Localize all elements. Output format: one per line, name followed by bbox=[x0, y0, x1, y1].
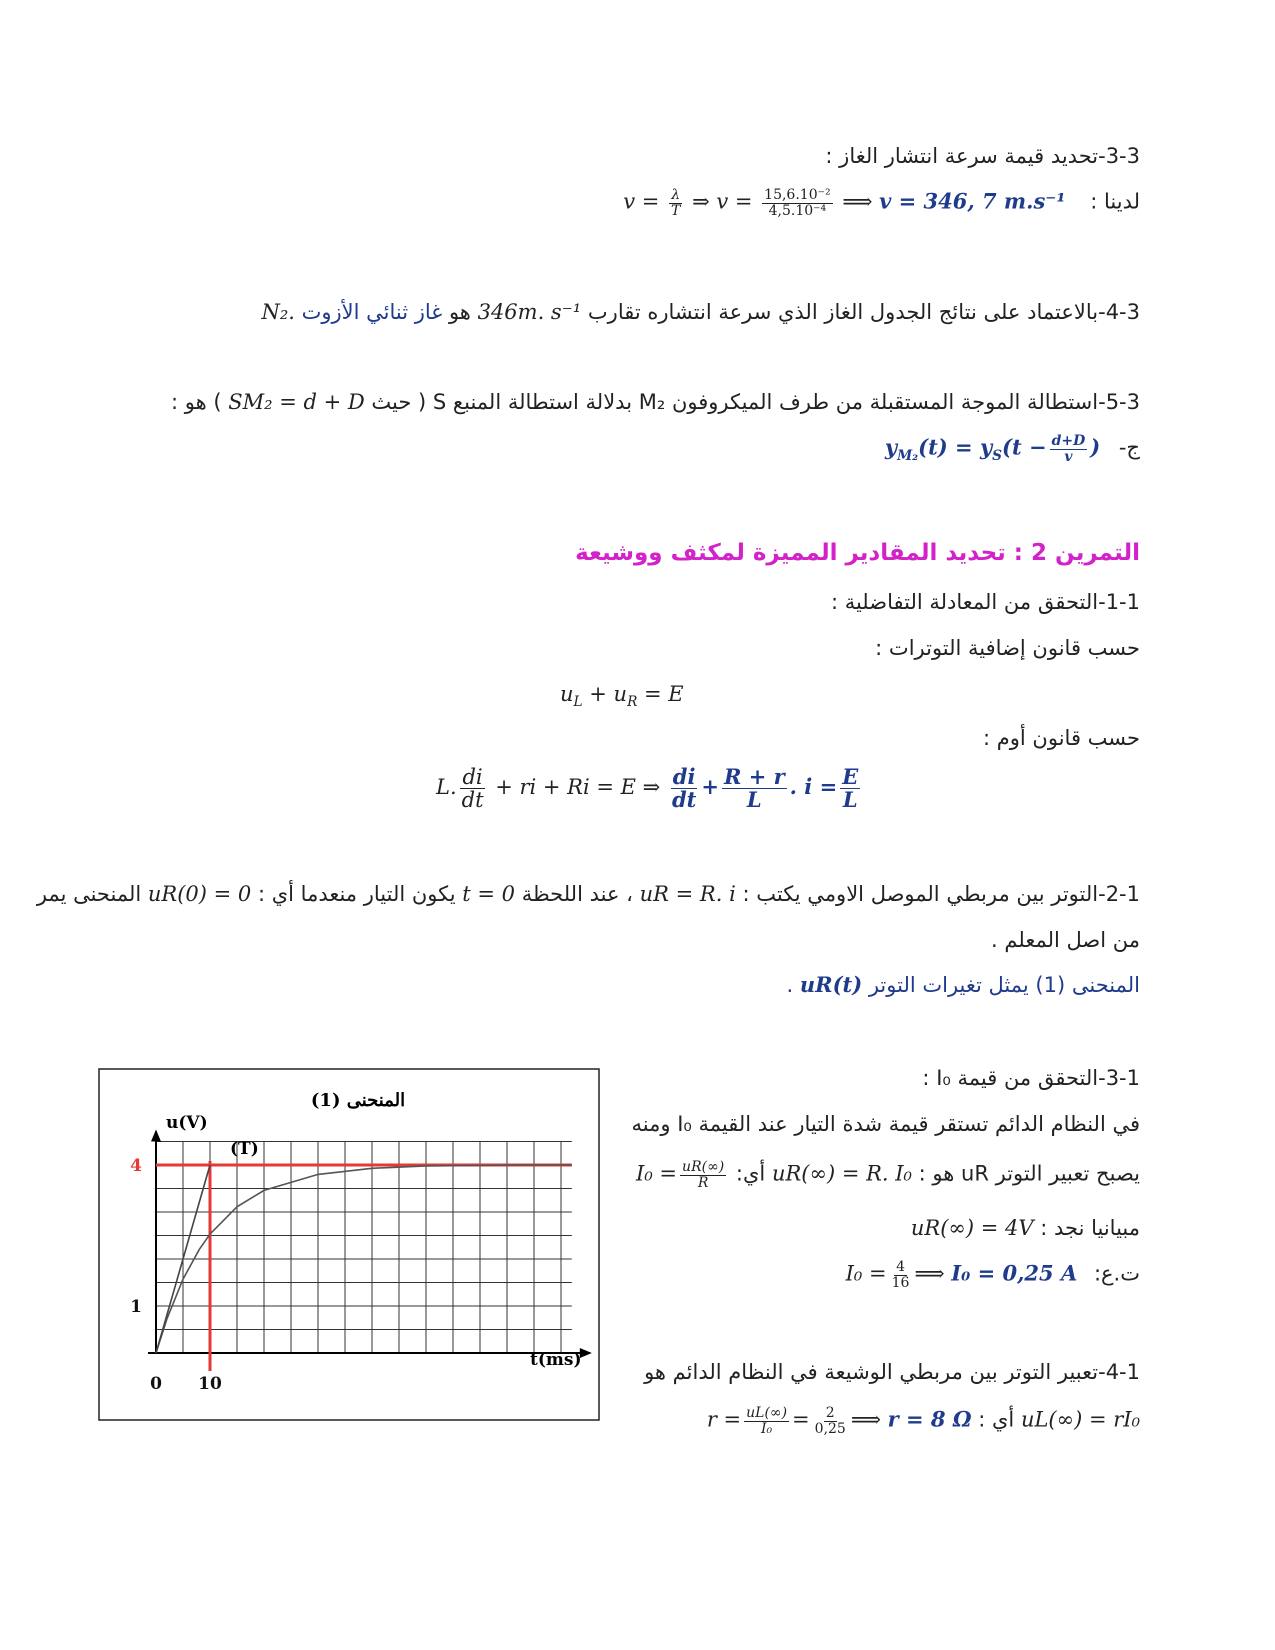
r-result: r = 8 Ω bbox=[887, 1406, 972, 1432]
voltage-sum-equation: $u_L + u_R = E$ bbox=[560, 682, 684, 711]
y-tick-label: 1 bbox=[130, 1297, 142, 1317]
curve-1-chart bbox=[98, 1068, 600, 1421]
heading-1-1: 1-1-التحقق من المعادلة التفاضلية : bbox=[830, 590, 1140, 614]
line-3-4: 4-3-بالاعتماد على نتائج الجدول الغاز الذي سرعة انتشاره تقارب 346m. s⁻¹ هو غاز ثنائي الأزوت N₂. bbox=[261, 300, 1140, 324]
line-1-4: uL(∞) = rI₀ أي : r = $\frac{uL(\infty)}{\text{I₀}}$ = $\frac{2}{0,25}$ ⟹ r = 8 Ω bbox=[706, 1405, 1140, 1437]
speed-result: v = 346, 7 m.s⁻¹ bbox=[879, 188, 1066, 214]
heading-3-3: 3-3-تحديد قيمة سرعة انتشار الغاز : bbox=[825, 144, 1140, 168]
y-axis-label: u(V) bbox=[166, 1113, 208, 1133]
line-1-3-c: مبيانيا نجد : uR(∞) = 4V bbox=[910, 1216, 1140, 1240]
x-tick-label: 10 bbox=[198, 1374, 222, 1394]
line-1-3-a: في النظام الدائم تستقر قيمة شدة التيار عند القيمة I₀ ومنه bbox=[631, 1112, 1140, 1136]
y-tick-label: 4 bbox=[130, 1156, 142, 1176]
x-tick-label: 0 bbox=[150, 1374, 162, 1394]
line-1-3-b: يصبح تعبير التوتر uR هو : uR(∞) = R. I₀ أي: I₀ = $\frac{uR(\infty)}{R}$ bbox=[636, 1159, 1140, 1191]
speed-formula: v = $\frac{\lambda}{T}$ ⇒ v = $\frac{\text{15,6.10⁻²}}{\text{4,5.10⁻⁴}}$ ⟹ v = 346, 7 m.s⁻¹ bbox=[623, 187, 1066, 219]
answer-3-5: ج- $y_{M_2}(t) = y_S(t$ − $\frac{d+D}{v}$ ) bbox=[884, 433, 1140, 465]
speed-calc-line bbox=[623, 188, 1140, 218]
line-1-2-b: من اصل المعلم . bbox=[991, 928, 1140, 952]
I0-result: I₀ = 0,25 A bbox=[951, 1260, 1078, 1286]
line-1-2: 2-1-التوتر بين مربطي الموصل الاومي يكتب : uR = R. i ، عند اللحظة t = 0 يكون التيار منعدما أي : uR(0) = 0 المنحنى يمر bbox=[36, 882, 1140, 906]
kirchhoff-text: حسب قانون إضافية التوترات : bbox=[875, 636, 1140, 660]
line-1-3-d: ت.ع: I₀ = $\frac{4}{16}$ ⟹ I₀ = 0,25 A bbox=[845, 1259, 1140, 1291]
chart-title: المنحنى (1) bbox=[310, 1090, 406, 1111]
line-3-5: 5-3-استطالة الموجة المستقبلة من طرف الميكروفون M₂ بدلالة استطالة المنبع S ( حيث SM₂ = d + D ) هو : bbox=[171, 390, 1140, 414]
heading-1-4: 4-1-تعبير التوتر بين مربطي الوشيعة في النظام الدائم هو bbox=[644, 1360, 1140, 1384]
ohm-text: حسب قانون أوم : bbox=[983, 726, 1140, 750]
wave-equation: $y_{M_2}(t) = y_S(t$ − $\frac{d+D}{v}$ ) bbox=[884, 433, 1101, 465]
exercise-2-title: التمرين 2 : تحديد المقادير المميزة لمكثف ووشيعة bbox=[575, 540, 1140, 566]
gas-name: غاز ثنائي الأزوت bbox=[301, 300, 443, 324]
tangent-label: (T) bbox=[230, 1139, 259, 1159]
differential-equation: L. $\frac{di}{dt}$ + ri + Ri = E ⇒ $\frac{di}{dt}$ + $\frac{R + r}{L}$ . i = $\frac{E}{L}$ bbox=[436, 764, 859, 813]
heading-1-3: 3-1-التحقق من قيمة I₀ : bbox=[922, 1066, 1140, 1090]
x-axis-label: t(ms) bbox=[530, 1350, 582, 1370]
curve-1-statement: المنحنى (1) يمثل تغيرات التوتر uR(t) . bbox=[786, 972, 1140, 997]
lead-text: لدينا : bbox=[1090, 189, 1140, 214]
